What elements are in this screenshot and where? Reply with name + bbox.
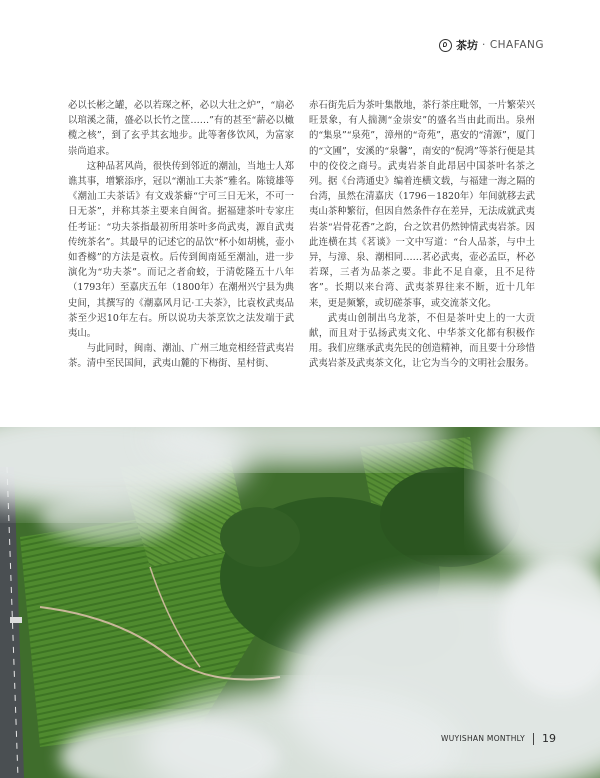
- photo-illustration: [0, 427, 600, 778]
- page-number: 19: [542, 732, 556, 745]
- paragraph: 与此同时，闽南、潮汕、广州三地竞相经营武夷岩茶。清中至民国间，武夷山麓的下梅街、星村街、: [68, 343, 294, 370]
- article-right-column: [309, 98, 535, 372]
- section-separator: ·: [481, 39, 486, 51]
- footer-divider: [533, 733, 534, 745]
- section-header: [439, 37, 544, 53]
- article-left-column: [68, 98, 294, 372]
- paragraph: 武夷山创制出乌龙茶，不但是茶叶史上的一大贡献，而且对于弘扬武夷文化、中华茶文化都有积极作用。我们应继承武夷先民的创造精神，而且要十分珍惜武夷岩茶及武夷茶文化，让它为当今的文明社会服务。: [309, 312, 535, 370]
- paragraph: 这种品茗风尚，很快传到邻近的潮汕，当地士人郑谯其事，增繁添序，冠以“潮汕工夫茶”雅名。陈镜雄等《潮汕工夫茶话》有文戏茶癖“宁可三日无米，不可一日无茶”，并称其茶主要来自闽省。据福建茶叶专家庄任考证：“功夫茶指最初所用茶叶多尚武夷，源自武夷传统茶名”。其最早的记述它的品饮“杯小如胡桃，壶小如香橼”的方法是袁枚。后传到闽南延至潮汕，进一步演化为“功夫茶”。而记之者俞蛟，于清乾隆五十八年（1793年）至嘉庆五年（1800年）在潮州兴宁县为典史间，其撰写的《潮嘉风月记·工夫茶》，比袁枚武夷品茶至少迟10年左右。所以说功夫茶烹饮之法发端于武夷山。: [68, 160, 294, 340]
- section-title-cn: 茶坊: [455, 39, 478, 52]
- aerial-tea-plantation-photo: [0, 427, 600, 778]
- circle-leaf-logo-icon: [439, 39, 452, 52]
- page-footer: [441, 732, 556, 745]
- magazine-name: WUYISHAN MONTHLY: [441, 734, 525, 743]
- paragraph: 必以长彬之罐，必以若琛之杯，必以大壮之炉”，“扇必以琯溪之蒲，盛必以长竹之筐……”有的甚至“薪必以橄榄之核”，到了玄乎其玄地步。此等奢侈饮风，为富家崇尚追求。: [68, 100, 294, 157]
- section-title-en: CHAFANG: [489, 39, 544, 51]
- paragraph: 赤石街先后为茶叶集散地，茶行茶庄毗邻，一片繁荣兴旺景象，有人揣测“金崇安”的盛名当由此而出。泉州的“集泉”“泉苑”，漳州的“奇苑”，惠安的“清源”，厦门的“文圃”，安溪的“泉馨”，南安的“倪鸿”等茶行便是其中的佼佼之商号。武夷岩茶自此昂居中国茶叶名茶之列。据《台湾通史》编着连横文载，与福建一海之隔的台湾，虽然在清嘉庆（1796－1820年）年间就移去武夷山茶种繁衍，但因自然条件存在差异，无法成就武夷岩茶“岩骨花香”之韵，台之饮君仍然钟情武夷岩茶。因此连横在其《茗谈》一文中写道：“台人品茶，与中土异，与漳、泉、潮相同……茗必武夷，壶必孟臣，杯必若琛，三者为品茶之要。非此不足自豪，且不足待客”。长期以来台湾、武夷茶界往来不断，近十几年来，更是频繁，或切磋茶事，或交流茶文化。: [309, 100, 535, 309]
